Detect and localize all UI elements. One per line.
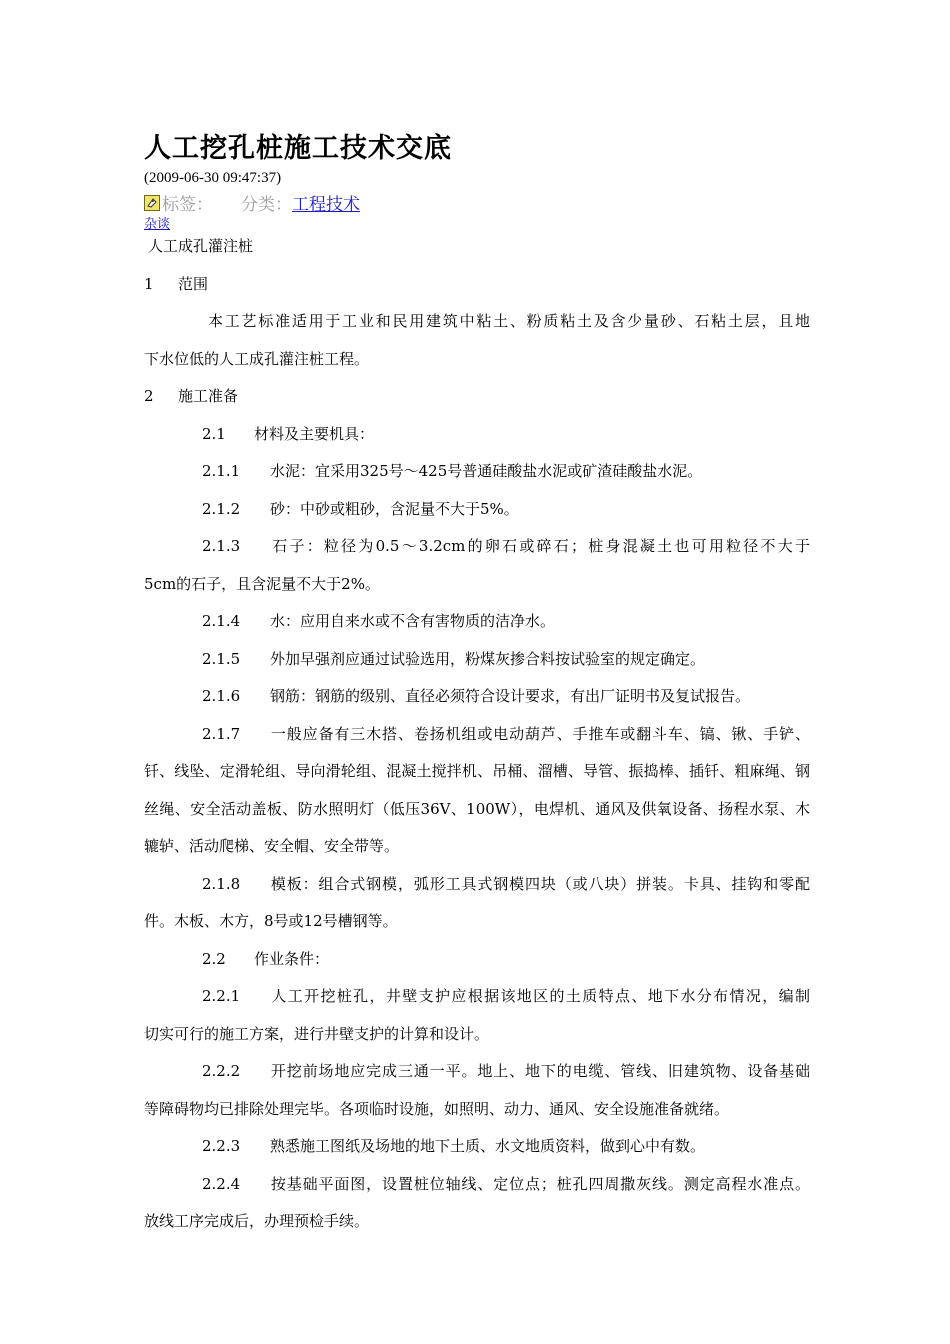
item-text: 水泥：宜采用325号～425号普通硅酸盐水泥或矿渣硅酸盐水泥。 [270,462,703,480]
article-heading: 人工成孔灌注桩 [148,237,254,255]
item-number: 2.2.4 [202,1174,241,1193]
section-title: 施工准备 [178,387,239,405]
item-text: 一般应备有三木搭、卷扬机组或电动葫芦、手推车或翻斗车、镐、锹、手铲、 [270,724,810,743]
item-text: 钢筋：钢筋的级别、直径必须符合设计要求，有出厂证明书及复试报告。 [270,687,751,705]
item-number: 2.1.5 [202,649,241,668]
item-2-1-2 [144,491,810,529]
section-title: 范围 [178,274,209,293]
item-number: 2.2.3 [202,1137,241,1155]
misc-link[interactable]: 杂谈 [144,217,171,232]
article-body [144,228,810,1241]
subsection-2-2 [144,941,810,979]
section-title: 作业条件： [254,949,330,968]
item-2-1-1 [144,453,810,491]
post-date: (2009-06-30 09:47:37) [144,170,282,186]
item-number: 2.1.3 [202,537,241,555]
item-number: 2.2.1 [202,987,241,1005]
item-continuation: 等障碍物均已排除处理完毕。各项临时设施，如照明、动力、通风、安全设施准备就绪。 [144,1099,730,1118]
item-continuation: 丝绳、安全活动盖板、防水照明灯（低压36V、100W），电焊机、通风及供氧设备、扬程水泵、木 [144,799,810,818]
section-title: 材料及主要机具： [254,424,375,443]
item-text: 砂：中砂或粗砂，含泥量不大于5%。 [270,499,519,518]
tag-label: 标签： [162,195,213,215]
item-number: 2.1.6 [202,687,241,705]
item-text: 开挖前场地应完成三通一平。地上、地下的电缆、管线、旧建筑物、设备基础 [270,1062,810,1080]
item-2-1-7 [144,716,810,754]
page-title: 人工挖孔桩施工技术交底 [144,133,452,164]
item-number: 2.1.8 [202,874,241,893]
item-2-2-4 [144,1166,810,1204]
category-label: 分类： [241,195,292,215]
section-number: 2.1 [202,424,226,443]
item-continuation: 辘轳、活动爬梯、安全帽、安全带等。 [144,837,400,855]
item-number: 2.1.2 [202,499,241,518]
section-number: 2.2 [202,949,226,968]
item-text: 石子：粒径为0.5～3.2cm的卵石或碎石；桩身混凝土也可用粒径不大于 [270,537,810,555]
item-continuation: 切实可行的施工方案，进行井壁支护的计算和设计。 [144,1024,490,1043]
item-text: 人工开挖桩孔，井壁支护应根据该地区的土质特点、地下水分布情况，编制 [270,987,810,1005]
section-number: 1 [144,274,154,293]
item-2-2-1 [144,978,810,1016]
paragraph: 下水位低的人工成孔灌注桩工程。 [144,349,370,368]
item-text: 熟悉施工图纸及场地的地下土质、水文地质资料，做到心中有数。 [270,1137,706,1155]
item-text: 水：应用自来水或不含有害物质的洁净水。 [270,612,556,630]
item-continuation: 5cm的石子，且含泥量不大于2%。 [144,574,380,593]
item-2-2-3 [144,1128,810,1166]
item-2-1-3 [144,528,810,566]
item-2-1-4 [144,603,810,641]
item-number: 2.1.7 [202,724,241,743]
item-2-1-5 [144,641,810,679]
item-continuation: 钎、线坠、定滑轮组、导向滑轮组、混凝土搅拌机、吊桶、溜槽、导管、振捣棒、插钎、粗麻绳、钢 [144,762,810,780]
item-text: 按基础平面图，设置桩位轴线、定位点；桩孔四周撒灰线。测定高程水准点。 [270,1174,810,1193]
item-text: 外加早强剂应通过试验选用，粉煤灰掺合料按试验室的规定确定。 [270,649,706,668]
subsection-2-1 [144,416,810,454]
item-text: 模板：组合式钢模，弧形工具式钢模四块（或八块）拼装。卡具、挂钩和零配 [270,874,810,893]
post-meta [144,190,360,215]
tag-icon [144,195,160,211]
item-number: 2.1.4 [202,612,241,630]
section-2 [144,378,810,416]
section-number: 2 [144,387,154,405]
category-link[interactable]: 工程技术 [292,195,360,215]
item-number: 2.1.1 [202,462,241,480]
item-continuation: 放线工序完成后，办理预检手续。 [144,1212,370,1230]
item-2-2-2 [144,1053,810,1091]
item-2-1-6 [144,678,810,716]
paragraph: 本工艺标准适用于工业和民用建筑中粘土、粉质粘土及含少量砂、石粘土层，且地 [208,312,810,330]
section-1 [144,266,810,304]
item-continuation: 件。木板、木方，8号或12号槽钢等。 [144,912,398,930]
item-number: 2.2.2 [202,1062,241,1080]
item-2-1-8 [144,866,810,904]
